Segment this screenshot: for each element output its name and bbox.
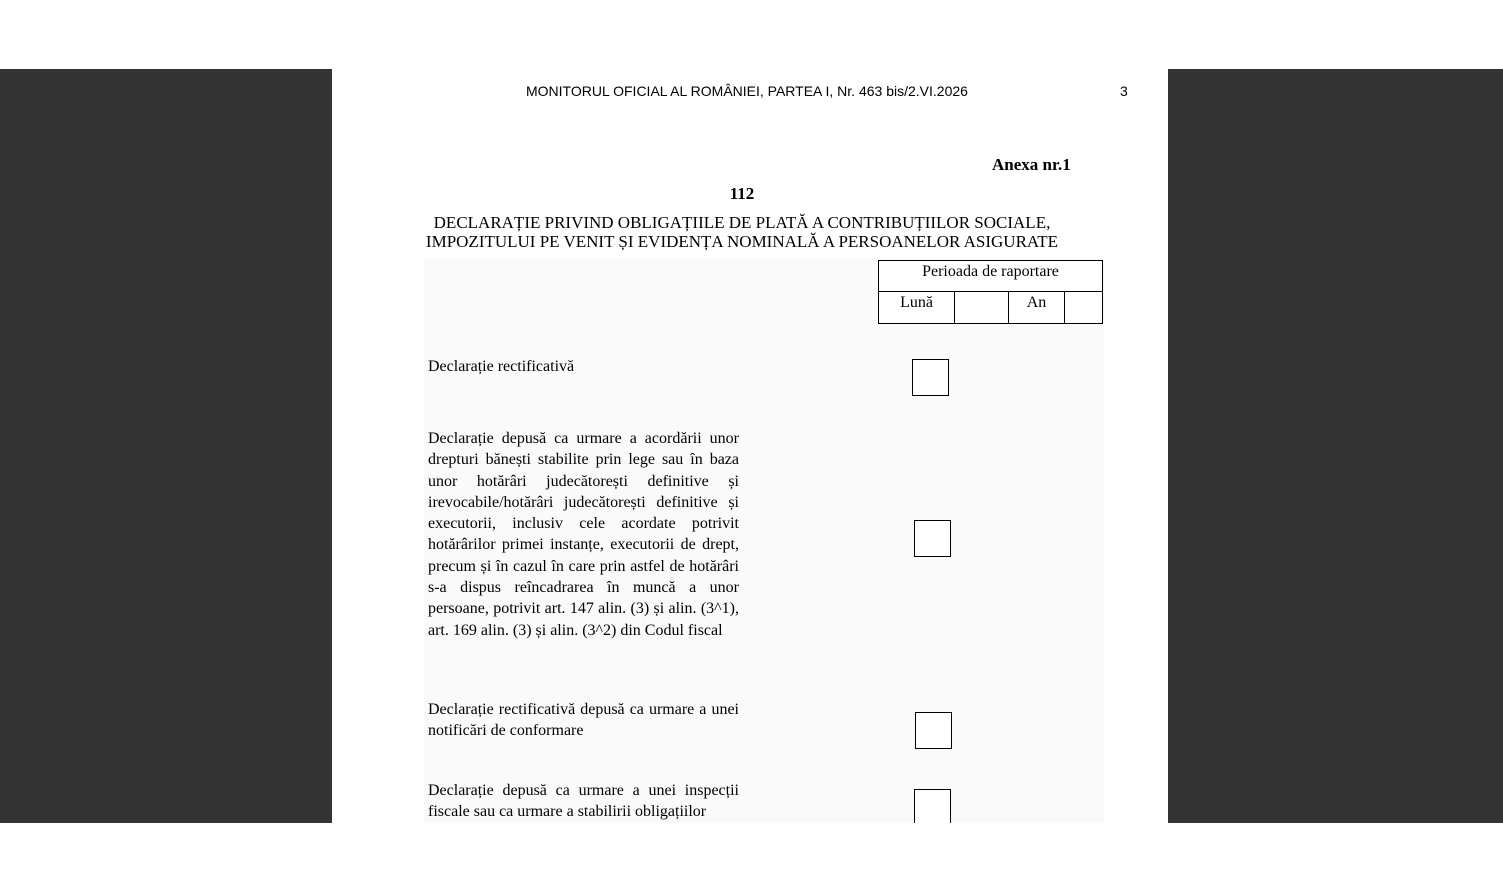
month-field[interactable] (955, 292, 1009, 324)
publication-header: MONITORUL OFICIAL AL ROMÂNIEI, PARTEA I, Nr. 463 bis/2.VI.2026 (526, 83, 968, 99)
reporting-period-table (878, 260, 1103, 324)
document-page (332, 69, 1168, 823)
month-label: Lună (879, 292, 955, 324)
form-title-line-1: DECLARAȚIE PRIVIND OBLIGAȚIILE DE PLATĂ A CONTRIBUȚIILOR SOCIALE, (433, 213, 1051, 232)
option-label-rectificativa: Declarație rectificativă (428, 358, 575, 375)
page-number: 3 (1120, 83, 1128, 99)
option-label-inspectie-fiscala: Declarație depusă ca urmare a unei inspecții fiscale sau ca urmare a stabilirii obligațiilor (428, 782, 739, 821)
year-label: An (1009, 292, 1065, 324)
year-field[interactable] (1065, 292, 1103, 324)
checkbox-inspectie-fiscala[interactable] (914, 789, 951, 823)
document-viewer[interactable] (0, 69, 1503, 823)
checkbox-rectificativa[interactable] (912, 359, 949, 396)
form-title-line-2: IMPOZITULUI PE VENIT ȘI EVIDENȚA NOMINALĂ A PERSOANELOR ASIGURATE (425, 232, 1059, 251)
form-title (392, 213, 1092, 251)
option-label-notificare-conformare: Declarație rectificativă depusă ca urmare a unei notificări de conformare (428, 701, 739, 740)
reporting-period-label: Perioada de raportare (879, 261, 1103, 292)
checkbox-drepturi-banesti[interactable] (914, 520, 951, 557)
checkbox-notificare-conformare[interactable] (915, 712, 952, 749)
option-label-drepturi-banesti: Declarație depusă ca urmare a acordării unor drepturi bănești stabilite prin lege sau în baza unor hotărâri judecătorești definitive și irevocabile/hotărâri judecătorești definitive și executorii, inclusiv cele acordate potrivit hotărârilor primei instanțe, executorii de drept, precum și în cazul în care prin astfel de hotărâri s-a dispus reîncadrarea în muncă a unor persoane, potrivit art. 147 alin. (3) și alin. (3^1), art. 169 alin. (3) și alin. (3^2) din Codul fiscal (428, 430, 739, 639)
annex-label: Anexa nr.1 (992, 155, 1071, 174)
form-code: 112 (729, 184, 755, 203)
